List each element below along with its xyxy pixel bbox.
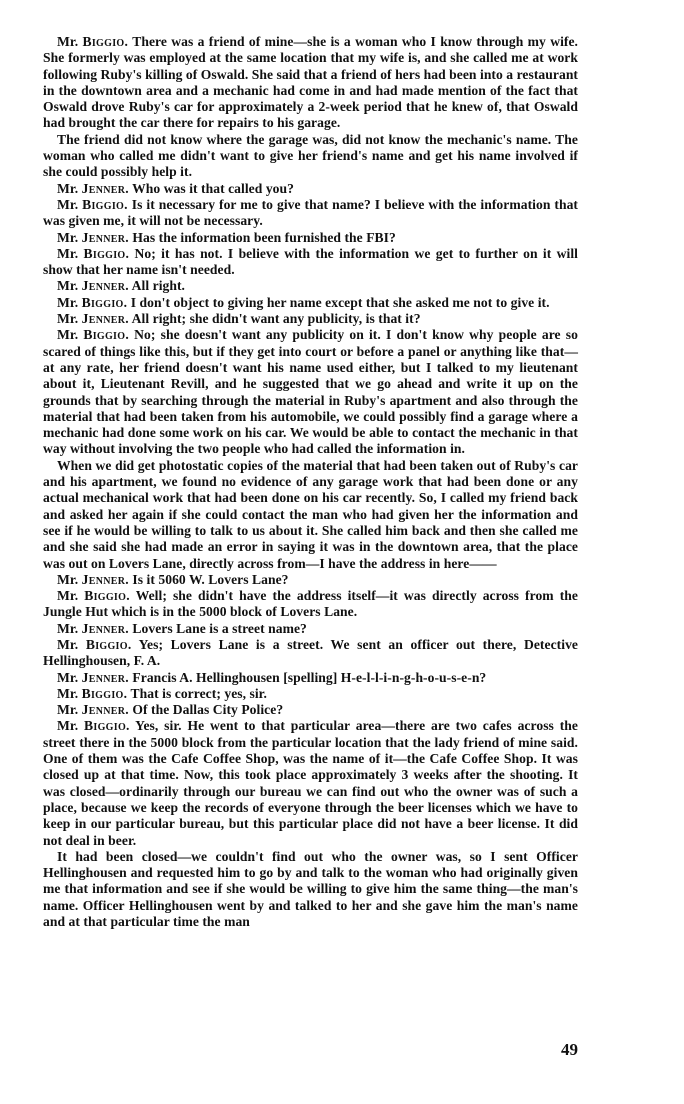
paragraph-text: Of the Dallas City Police? — [132, 702, 284, 718]
speaker-title: Mr. — [57, 702, 79, 718]
testimony-paragraph — [43, 181, 578, 197]
paragraph-text: The friend did not know where the garage was, did not know the mechanic's name. The woman who called me didn't want to give her friend's name and get his name involved if she could possibly help it. — [43, 131, 578, 180]
paragraph-text: Well; she didn't have the address itself—it was directly across from the Jungle Hut which is in the 5000 block of Lovers Lane. — [43, 588, 578, 620]
testimony-paragraph — [43, 621, 578, 637]
speaker-title: Mr. — [57, 34, 79, 49]
paragraph-text: That is correct; yes, sir. — [130, 685, 267, 701]
speaker-name: Biggio. — [85, 636, 132, 652]
speaker-name: Jenner. — [81, 702, 129, 718]
speaker-title: Mr. — [57, 278, 79, 294]
testimony-text — [43, 34, 578, 930]
paragraph-text: Francis A. Hellinghousen [spelling] H-e-l-l-i-n-g-h-o-u-s-e-n? — [132, 669, 487, 685]
speaker-name: Biggio. — [83, 327, 130, 343]
speaker-name: Biggio. — [81, 294, 128, 310]
paragraph-text: No; she doesn't want any publicity on it. I don't know why people are so scared of things like this, but if they get into court or before a panel or anything like that—at any rate, her friend doesn't want his name used either, but I talked to my lieutenant about it, Lieutenant Revill, and he suggested that we go ahead and write it up on the grounds that by searching through the material in Ruby's apartment and also through the material that had been taken from his automobile, we could possibly find a garage where a mechanic had done some work on his car. We would be able to contact the mechanic in that way without involving the two people who had called the information in. — [43, 327, 578, 457]
testimony-paragraph — [43, 278, 578, 294]
speaker-title: Mr. — [57, 588, 79, 604]
paragraph-text: Who was it that called you? — [132, 180, 294, 196]
speaker-name: Jenner. — [81, 311, 129, 327]
paragraph-text: Has the information been furnished the FBI? — [132, 229, 396, 245]
testimony-paragraph — [43, 572, 578, 588]
testimony-paragraph — [43, 230, 578, 246]
testimony-paragraph — [43, 197, 578, 230]
testimony-paragraph — [43, 588, 578, 621]
speaker-name: Biggio. — [81, 685, 128, 701]
speaker-title: Mr. — [57, 311, 79, 327]
testimony-paragraph — [43, 295, 578, 311]
testimony-paragraph — [43, 637, 578, 670]
speaker-title: Mr. — [57, 180, 79, 196]
continuation-paragraph — [43, 132, 578, 181]
paragraph-text: All right; she didn't want any publicity, is that it? — [131, 311, 421, 327]
speaker-name: Jenner. — [81, 620, 129, 636]
speaker-name: Jenner. — [81, 180, 129, 196]
paragraph-text: Is it necessary for me to give that name? I believe with the information that was given me, it will not be necessary. — [43, 196, 578, 229]
speaker-name: Biggio. — [82, 34, 129, 49]
speaker-title: Mr. — [57, 294, 79, 310]
paragraph-text: No; it has not. I believe with the information we get to further on it will show that her name isn't needed. — [43, 245, 578, 278]
page-number: 49 — [561, 1040, 578, 1059]
continuation-paragraph — [43, 849, 578, 930]
testimony-paragraph — [43, 686, 578, 702]
speaker-name: Biggio. — [83, 245, 130, 261]
speaker-title: Mr. — [57, 669, 79, 685]
speaker-name: Biggio. — [84, 718, 130, 734]
paragraph-text: When we did get photostatic copies of the material that had been taken out of Ruby's car and his apartment, we found no evidence of any garage work that had been done or any actual mechanical work that had been done on his car recently. So, I called my friend back and asked her again if she could contact the man who had given her the information and see if he would be willing to talk to us about it. She called him back and then she called me and she said she had made an error in saying it was in the downtown area, that the place was out on Lovers Lane, directly across from—I have the address in here—— — [43, 457, 578, 571]
testimony-paragraph — [43, 670, 578, 686]
paragraph-text: Yes; Lovers Lane is a street. We sent an officer out there, Detective Hellinghousen, F. A. — [43, 636, 578, 669]
testimony-paragraph — [43, 246, 578, 279]
speaker-name: Jenner. — [81, 229, 129, 245]
testimony-paragraph — [43, 311, 578, 327]
speaker-name: Jenner. — [81, 278, 129, 294]
speaker-title: Mr. — [57, 718, 79, 734]
continuation-paragraph — [43, 458, 578, 572]
paragraph-text: I don't object to giving her name except that she asked me not to give it. — [130, 294, 550, 310]
testimony-paragraph — [43, 34, 578, 132]
speaker-title: Mr. — [57, 245, 79, 261]
speaker-name: Jenner. — [81, 669, 129, 685]
paragraph-text: It had been closed—we couldn't find out who the owner was, so I sent Officer Hellinghousen and requested him to go by and talk to the woman who had originally given me that information and see if she would be willing to give him the same thing—the man's name. Officer Hellinghousen went by and talked to her and she gave him the man's name and at that particular time the man — [43, 848, 578, 930]
speaker-title: Mr. — [57, 327, 79, 343]
testimony-paragraph — [43, 718, 578, 848]
speaker-title: Mr. — [57, 685, 79, 701]
paragraph-text: Is it 5060 W. Lovers Lane? — [132, 571, 289, 587]
speaker-title: Mr. — [57, 571, 79, 587]
paragraph-text: All right. — [131, 278, 186, 294]
paragraph-text: Lovers Lane is a street name? — [132, 620, 307, 636]
speaker-name: Biggio. — [82, 196, 128, 212]
speaker-name: Jenner. — [81, 571, 129, 587]
speaker-title: Mr. — [57, 620, 79, 636]
speaker-title: Mr. — [57, 229, 79, 245]
speaker-name: Biggio. — [84, 588, 130, 604]
paragraph-text: Yes, sir. He went to that particular area—there are two cafes across the street there in the 5000 block from the particular location that the lady friend of mine said. One of them was the Cafe Coffee Shop, was the name of it—the Cafe Coffee Shop. It was closed up at that time. Now, this took place approximately 3 weeks after the shooting. It was closed—ordinarily through our bureau we can find out who the owner was of such a place, because we keep the records of everyone through the beer licenses which we have to keep in our particular bureau, but this particular place did not have a beer license. It did not deal in beer. — [43, 718, 578, 848]
testimony-paragraph — [43, 702, 578, 718]
speaker-title: Mr. — [57, 196, 79, 212]
testimony-paragraph — [43, 327, 578, 457]
speaker-title: Mr. — [57, 636, 79, 652]
paragraph-text: There was a friend of mine—she is a woman who I know through my wife. She formerly was employed at the same location that my wife is, and she called me at work following Ruby's killing of Oswald. She said that a friend of hers had been into a restaurant in the downtown area and a mechanic had come in and had made mention of the fact that Oswald drove Ruby's car for approximately a 2-week period that he knew of, that Oswald had brought the car there for repairs to his garage. — [43, 34, 579, 131]
